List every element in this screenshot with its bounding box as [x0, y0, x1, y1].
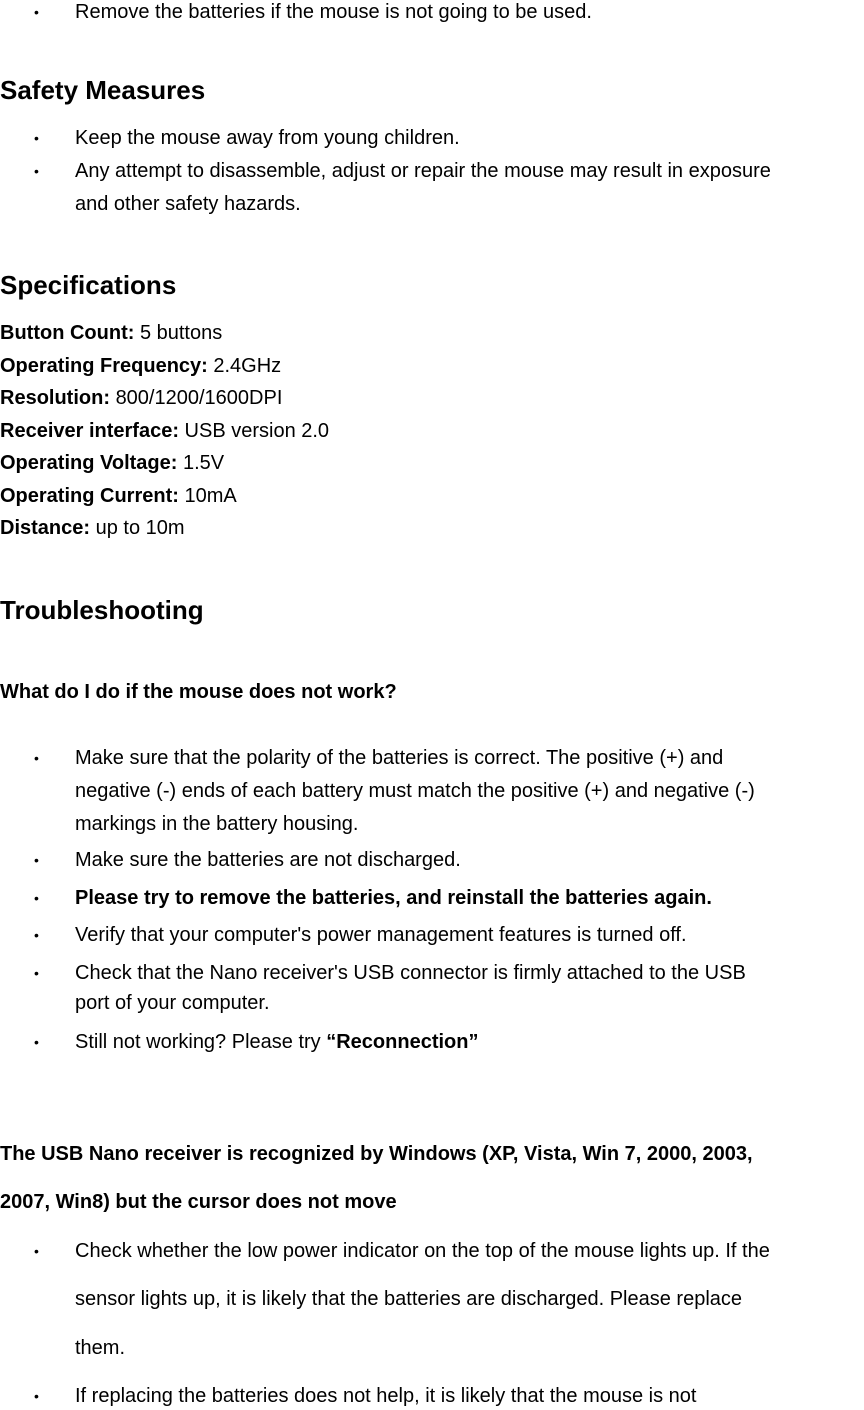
spec-value: 10mA [184, 485, 237, 507]
reconnection-reference: “Reconnection” [326, 1031, 479, 1053]
spec-label: Button Count: [0, 322, 135, 344]
bullet-icon: • [34, 130, 39, 146]
spec-value: up to 10m [95, 517, 185, 539]
list-item-text: Verify that your computer's power management features is turned off. [75, 924, 687, 946]
spec-label: Resolution: [0, 387, 110, 409]
spec-row [0, 354, 281, 378]
spec-label: Distance: [0, 517, 91, 539]
safety-heading: Safety Measures [0, 75, 206, 105]
bullet-icon: • [34, 163, 39, 179]
bullet-icon: • [34, 852, 39, 868]
list-item-text: Any attempt to disassemble, adjust or repair the mouse may result in exposure [75, 160, 771, 182]
list-item-text: port of your computer. [75, 992, 270, 1014]
spec-value: 2.4GHz [213, 355, 282, 377]
list-item-text: sensor lights up, it is likely that the batteries are discharged. Please replace [75, 1288, 743, 1310]
question-heading: What do I do if the mouse does not work? [0, 681, 397, 703]
spec-label: Operating Frequency: [0, 355, 208, 377]
spec-value: USB version 2.0 [184, 420, 330, 442]
list-item-text: and other safety hazards. [75, 193, 301, 215]
question-heading: The USB Nano receiver is recognized by Windows (XP, Vista, Win 7, 2000, 2003, [0, 1143, 753, 1165]
list-item-text: Please try to remove the batteries, and reinstall the batteries again. [75, 887, 712, 909]
list-item-text: them. [75, 1337, 126, 1359]
list-item-text: Make sure that the polarity of the batteries is correct. The positive (+) and [75, 747, 724, 769]
list-item-text: Remove the batteries if the mouse is not going to be used. [75, 1, 592, 23]
spec-value: 800/1200/1600DPI [115, 387, 283, 409]
question-heading-continuation: 2007, Win8) but the cursor does not move [0, 1191, 397, 1213]
spec-label: Operating Voltage: [0, 452, 178, 474]
spec-row [0, 386, 282, 410]
list-item-text: Check that the Nano receiver's USB connector is firmly attached to the USB [75, 962, 746, 984]
bullet-icon: • [34, 1034, 39, 1050]
list-item-text: markings in the battery housing. [75, 813, 359, 835]
bullet-icon: • [34, 750, 39, 766]
list-item-text: Make sure the batteries are not discharged. [75, 849, 461, 871]
list-item-text: If replacing the batteries does not help, it is likely that the mouse is not [75, 1385, 697, 1407]
list-item-text [75, 1030, 478, 1054]
list-item-text: Keep the mouse away from young children. [75, 127, 460, 149]
spec-value: 1.5V [182, 452, 225, 474]
list-item-text: negative (-) ends of each battery must match the positive (+) and negative (-) [75, 780, 755, 802]
spec-value: 5 buttons [139, 322, 223, 344]
bullet-icon: • [34, 890, 39, 906]
specifications-heading: Specifications [0, 270, 177, 300]
bullet-icon: • [34, 1388, 39, 1404]
spec-row [0, 321, 222, 345]
spec-row [0, 451, 224, 475]
spec-row [0, 516, 185, 540]
spec-row [0, 484, 237, 508]
spec-label: Operating Current: [0, 485, 179, 507]
bullet-icon: • [34, 965, 39, 981]
bullet-icon: • [34, 4, 39, 20]
still-not-working-text: Still not working? Please try [75, 1031, 327, 1053]
bullet-icon: • [34, 1243, 39, 1259]
spec-row [0, 419, 329, 443]
spec-label: Receiver interface: [0, 420, 179, 442]
bullet-icon: • [34, 927, 39, 943]
list-item-text: Check whether the low power indicator on the top of the mouse lights up. If the [75, 1240, 770, 1262]
troubleshooting-heading: Troubleshooting [0, 595, 204, 625]
